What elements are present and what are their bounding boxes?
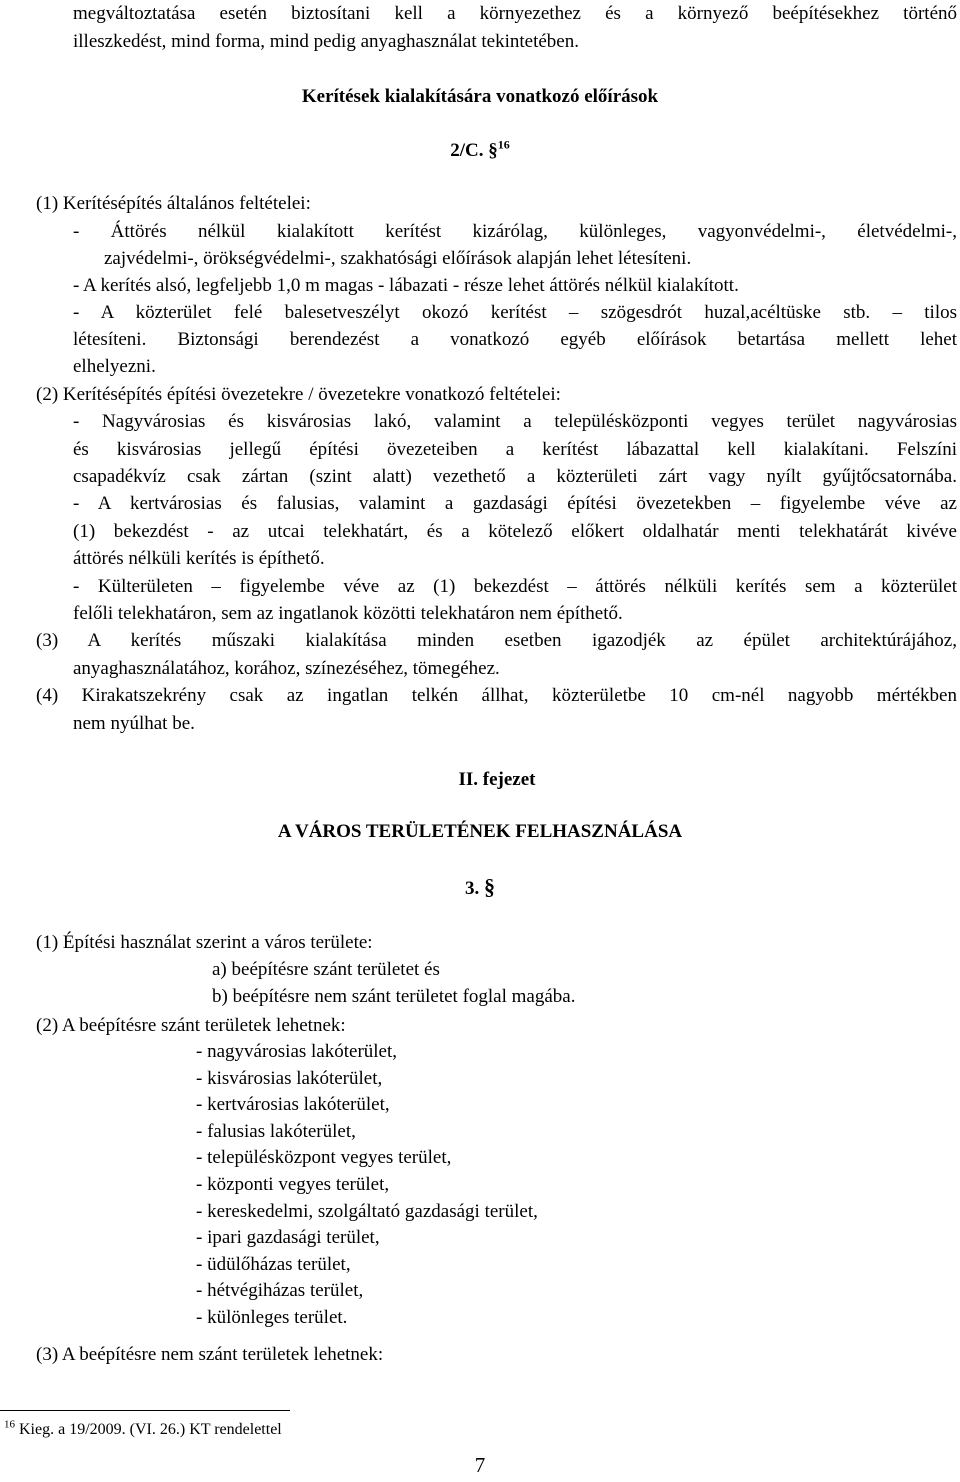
- paragraph-1-bullet: - A kerítés alsó, legfeljebb 1,0 m magas - lábazati - része lehet áttörés nélkül kialakított.: [73, 275, 739, 296]
- section-2c-heading: [0, 137, 960, 164]
- paragraph-4-text: (4) Kirakatszekrény csak az ingatlan telkén állhat, közterületbe 10 cm-nél nagyobb mértékben: [36, 685, 957, 706]
- list-item: - kereskedelmi, szolgáltató gazdasági terület,: [196, 1200, 538, 1222]
- list-item: - különleges terület.: [196, 1306, 348, 1328]
- s3-paragraph-3-title: (3) A beépítésre nem szánt területek lehetnek:: [36, 1344, 384, 1365]
- paragraph-1-bullet: létesíteni. Biztonsági berendezést a vonatkozó egyéb előírások betartása mellett lehet: [73, 329, 957, 350]
- paragraph-4-text: nem nyúlhat be.: [73, 713, 195, 734]
- paragraph-3-text: (3) A kerítés műszaki kialakítása minden esetben igazodjék az épület architektúrájához,: [36, 630, 957, 651]
- paragraph-3-text: anyaghasználatához, korához, színezéséhez, tömegéhez.: [73, 658, 500, 679]
- paragraph-1-bullet: - Áttörés nélkül kialakított kerítést kizárólag, különleges, vagyonvédelmi-, életvédelmi-,: [73, 221, 957, 242]
- footnote-text: Kieg. a 19/2009. (VI. 26.) KT rendelettel: [19, 1421, 282, 1438]
- land-use-list: [196, 1039, 538, 1332]
- paragraph-2-text: felőli telekhatáron, sem az ingatlanok közötti telekhatáron nem építhető.: [73, 603, 623, 624]
- list-item: - településközpont vegyes terület,: [196, 1147, 452, 1169]
- list-item: - üdülőházas terület,: [196, 1253, 351, 1275]
- chapter-number: II. fejezet: [458, 769, 536, 790]
- paragraph-2-text: - A kertvárosias és falusias, valamint a gazdasági építési övezetekben – figyelembe véve az: [73, 493, 957, 514]
- s3-paragraph-1-title: (1) Építési használat szerint a város területe:: [36, 932, 373, 953]
- footnote-divider: [0, 1410, 290, 1411]
- list-item: - hétvégiházas terület,: [196, 1280, 364, 1302]
- list-item: - nagyvárosias lakóterület,: [196, 1041, 398, 1062]
- list-item: - falusias lakóterület,: [196, 1120, 356, 1142]
- paragraph-2-text: csapadékvíz csak zártan (szint alatt) vezethető a közterületi zárt vagy nyílt gyűjtőcsatornába.: [73, 466, 957, 487]
- intro-line: illeszkedést, mind forma, mind pedig anyaghasználat tekintetében.: [73, 31, 579, 52]
- list-item: - központi vegyes terület,: [196, 1173, 390, 1195]
- chapter-title: A VÁROS TERÜLETÉNEK FELHASZNÁLÁSA: [277, 821, 683, 842]
- s3-paragraph-1-item: a) beépítésre szánt területet és: [212, 959, 440, 980]
- s3-paragraph-2-title: (2) A beépítésre szánt területek lehetnek:: [36, 1015, 346, 1036]
- paragraph-2-title: (2) Kerítésépítés építési övezetekre / övezetekre vonatkozó feltételei:: [36, 384, 561, 405]
- footnote-number: 16: [4, 1418, 15, 1431]
- paragraph-2-text: áttörés nélküli kerítés is építhető.: [73, 548, 325, 569]
- footnote-ref: 16: [497, 137, 510, 152]
- section-label: 2/C.: [450, 140, 484, 161]
- intro-line: megváltoztatása esetén biztosítani kell a környezethez és a környező beépítésekhez történő: [73, 3, 957, 24]
- paragraph-1-bullet: - A közterület felé balesetveszélyt okozó kerítést – szögesdrót huzal,acéltüske stb. – tilos: [73, 302, 957, 323]
- paragraph-2-text: (1) bekezdést - az utcai telekhatárt, és a kötelező előkert oldalhatár menti telekhatárát kivéve: [73, 521, 957, 542]
- footnote: [4, 1418, 282, 1442]
- paragraph-2-text: és kisvárosias jellegű építési övezeteiben a kerítést lábazattal kell kialakítani. Felszíni: [73, 439, 957, 460]
- list-item: - ipari gazdasági terület,: [196, 1227, 380, 1249]
- section-sign: §: [488, 140, 498, 161]
- s3-paragraph-1-item: b) beépítésre nem szánt területet foglal magába.: [212, 986, 576, 1007]
- paragraph-1-title: (1) Kerítésépítés általános feltételei:: [36, 193, 311, 214]
- list-item: - kisvárosias lakóterület,: [196, 1067, 383, 1089]
- section-label: 3.: [465, 878, 480, 899]
- page-number: 7: [474, 1453, 486, 1477]
- paragraph-2-text: - Nagyvárosias és kisvárosias lakó, valamint a településközponti vegyes terület nagyvárosias: [73, 411, 957, 432]
- list-item: - kertvárosias lakóterület,: [196, 1094, 390, 1116]
- paragraph-2-text: - Külterületen – figyelembe véve az (1) bekezdést – áttörés nélküli kerítés sem a közterület: [73, 576, 957, 597]
- paragraph-1-bullet: zajvédelmi-, örökségvédelmi-, szakhatósági előírások alapján lehet létesíteni.: [104, 248, 692, 269]
- section-3-heading: [0, 873, 960, 902]
- paragraph-1-bullet: elhelyezni.: [73, 356, 156, 377]
- fence-section-heading: Kerítések kialakítására vonatkozó előírások: [301, 86, 659, 107]
- section-sign: §: [484, 874, 495, 899]
